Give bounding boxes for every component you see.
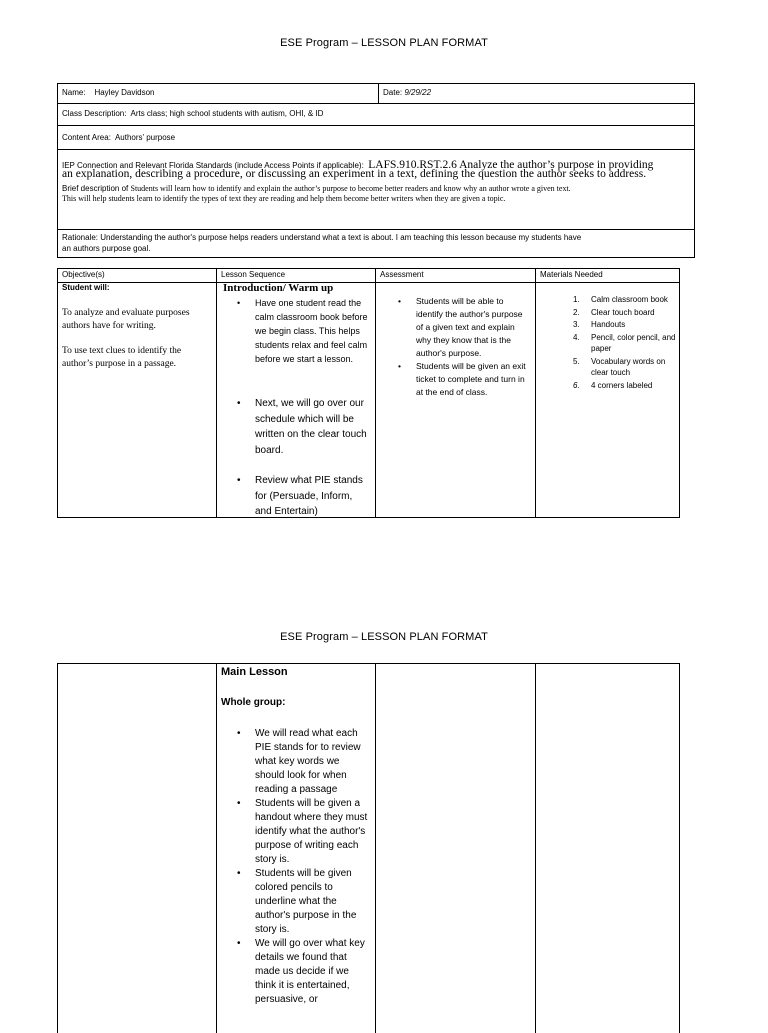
lesson-sequence-column — [217, 269, 376, 517]
material-text: Calm classroom book — [591, 295, 668, 304]
header-assessment: Assessment — [380, 270, 424, 279]
list-item: • Students will be given a handout where they must identify what the author's purpose of writing each story is. — [237, 798, 368, 865]
iep-value-line2: an explanation, describing a procedure, or discussing an experiment in a text, defining the question the author seeks to address. — [62, 168, 647, 180]
material-number: 5. — [573, 356, 580, 366]
list-item: • Students will be given colored pencils to underline what the author's purpose in the story is. — [237, 868, 357, 935]
objectives-column — [58, 269, 217, 517]
material-text: Handouts — [591, 320, 626, 329]
brief-line2: This will help students learn to identify the types of text they are reading and help them become better writers when they are given a topic. — [62, 194, 506, 203]
list-item: • Students will be able to identify the author's purpose of a given text and explain why they know that is the author's purpose. — [398, 296, 523, 358]
name-label: Name: — [62, 88, 86, 97]
class-row — [58, 104, 694, 126]
material-number: 4. — [573, 332, 580, 342]
list-item: • We will read what each PIE stands for to review what key words we should look for when reading a passage — [237, 728, 361, 795]
lesson-sequence-column-2 — [217, 664, 376, 1033]
rationale-row — [58, 230, 694, 259]
main-lesson-heading: Main Lesson — [221, 666, 288, 678]
material-text: Clear touch board — [591, 307, 655, 317]
bullet-icon: • — [237, 475, 241, 486]
student-will-label: Student will: — [62, 283, 110, 292]
bullet-icon: • — [398, 361, 401, 371]
material-number: 3. — [573, 320, 580, 329]
bullet-icon: • — [398, 296, 401, 306]
list-item: • Have one student read the calm classroom book before we begin class. This helps students relax and feel calm before we start a lesson. — [237, 298, 368, 364]
header-objectives: Objective(s) — [62, 270, 105, 279]
bullet-icon: • — [237, 798, 241, 809]
bullet-icon: • — [237, 868, 241, 879]
class-label: Class Description: — [62, 109, 127, 118]
info-table — [57, 83, 695, 258]
material-text: Vocabulary words on clear touch — [591, 356, 666, 377]
content-label: Content Area: — [62, 133, 111, 142]
intro-heading: Introduction/ Warm up — [223, 282, 334, 294]
header-lesson-sequence: Lesson Sequence — [221, 270, 286, 279]
rationale-value-line1: Understanding the author's purpose helps readers understand what a text is about. I am teaching this lesson because my students have — [100, 233, 582, 242]
iep-label: IEP Connection and Relevant Florida Standards (include Access Points if applicable): — [62, 161, 364, 170]
bullet-icon: • — [237, 398, 241, 409]
main-lesson-table — [57, 663, 680, 1033]
assessment-list — [398, 295, 531, 399]
objectives-column-2 — [58, 664, 217, 1033]
brief-row — [58, 182, 694, 230]
intro-list-large — [237, 396, 371, 520]
material-number: 1. — [573, 295, 580, 304]
whole-group-label: Whole group: — [221, 697, 286, 708]
page-title: ESE Program – LESSON PLAN FORMAT — [280, 37, 488, 49]
list-item: • Next, we will go over our schedule which will be written on the clear touch board. — [237, 398, 367, 456]
brief-label: Brief description of — [62, 184, 129, 193]
main-lesson-list — [237, 727, 371, 1007]
material-item — [573, 319, 676, 331]
list-item: • Students will be given an exit ticket to complete and turn in at the end of class. — [398, 361, 526, 397]
material-item — [573, 332, 676, 355]
list-item: • We will go over what key details we found that made us decide if we think it is entertained, persuasive, or — [237, 938, 365, 1005]
material-number: 6. — [573, 380, 580, 390]
name-value: Hayley Davidson — [94, 88, 155, 97]
header-materials: Materials Needed — [540, 270, 603, 279]
material-text: Pencil, color pencil, and paper — [591, 332, 676, 353]
material-item — [573, 356, 676, 379]
content-row — [58, 126, 694, 150]
bullet-icon: • — [237, 298, 241, 308]
bullet-icon: • — [237, 938, 241, 949]
date-label: Date: — [383, 88, 403, 97]
material-item — [573, 307, 676, 319]
iep-value-line1: LAFS.910.RST.2.6 Analyze the author’s purpose in providing — [368, 159, 654, 171]
class-value: Arts class; high school students with autism, OHI, & ID — [130, 109, 324, 118]
materials-list — [573, 294, 676, 392]
page-title-2: ESE Program – LESSON PLAN FORMAT — [280, 631, 488, 643]
material-text: 4 corners labeled — [591, 380, 653, 390]
content-value: Authors’ purpose — [114, 133, 176, 142]
assessment-column-2 — [376, 664, 536, 1033]
bullet-icon: • — [237, 728, 241, 739]
material-item — [573, 294, 676, 306]
intro-list-small — [237, 296, 371, 366]
assessment-column — [376, 269, 536, 517]
materials-column — [536, 269, 681, 517]
rationale-value-line2: an authors purpose goal. — [62, 244, 151, 253]
date-value: 9/29/22 — [404, 88, 432, 97]
material-number: 2. — [573, 307, 580, 317]
lesson-table — [57, 268, 680, 518]
objective-1: To analyze and evaluate purposes authors have for writing. — [62, 308, 190, 331]
rationale-label: Rationale: — [62, 233, 99, 242]
name-row — [58, 84, 694, 104]
objective-2: To use text clues to identify the author’s purpose in a passage. — [62, 346, 182, 369]
brief-line1: Students will learn how to identify and explain the author’s purpose to become better readers and know why an author wrote a given text. — [130, 184, 571, 193]
divider — [378, 84, 379, 103]
materials-column-2 — [536, 664, 681, 1033]
material-item — [573, 380, 676, 392]
list-item: • Review what PIE stands for (Persuade, Inform, and Entertain) — [237, 475, 363, 517]
